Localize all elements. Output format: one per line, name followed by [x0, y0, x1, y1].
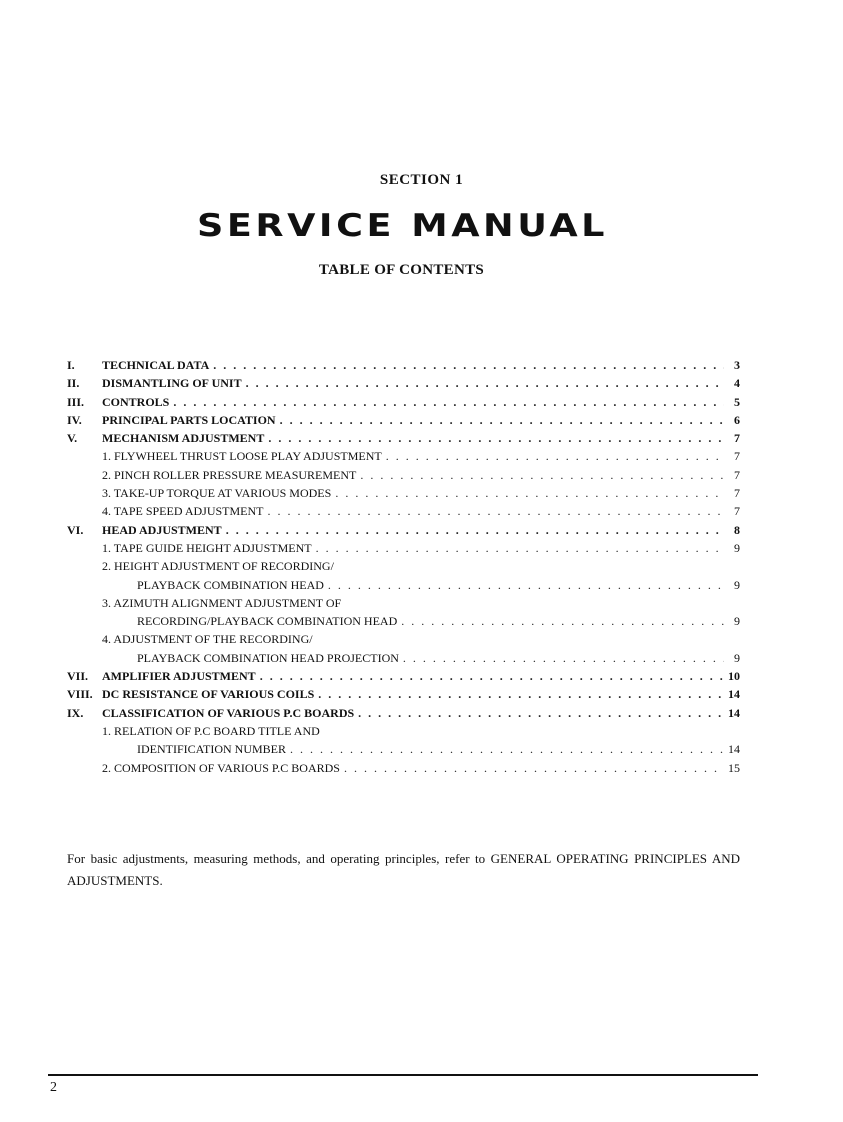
toc-entry	[67, 557, 740, 575]
toc-entry-page: 14	[728, 742, 740, 757]
toc-heading: TABLE OF CONTENTS	[318, 262, 485, 278]
toc-entry	[67, 612, 740, 630]
toc-entry-page: 7	[734, 467, 740, 482]
toc-entry-label: RECORDING/PLAYBACK COMBINATION HEAD	[137, 614, 398, 629]
toc-entry	[67, 594, 740, 612]
toc-entry-label: HEAD ADJUSTMENT	[102, 522, 222, 537]
toc-entry-number: VIII.	[67, 687, 93, 702]
toc-entry-page: 9	[734, 540, 740, 555]
toc-entry	[67, 759, 740, 777]
toc-entry-label: 2. COMPOSITION OF VARIOUS P.C BOARDS	[102, 760, 340, 775]
toc-entry-number: V.	[67, 431, 78, 446]
toc-entry-number: II.	[67, 376, 80, 391]
toc-entry-page: 8	[734, 522, 740, 537]
toc-entry-label: 1. RELATION OF P.C BOARD TITLE AND	[102, 723, 320, 738]
toc-dot-leader	[173, 393, 724, 411]
toc-entry	[67, 521, 740, 539]
toc-dot-leader	[268, 429, 724, 447]
toc-entry-label: CLASSIFICATION OF VARIOUS P.C BOARDS	[102, 705, 355, 720]
toc-entry-page: 9	[734, 577, 740, 592]
toc-entry-label: AMPLIFIER ADJUSTMENT	[102, 669, 256, 684]
toc-entry-label: 4. TAPE SPEED ADJUSTMENT	[102, 504, 264, 519]
toc-entry	[67, 630, 740, 648]
toc-entry-number: IX.	[67, 705, 84, 720]
toc-entry-number: IV.	[67, 412, 82, 427]
toc-dot-leader	[318, 685, 724, 703]
toc-entry-page: 9	[734, 650, 740, 665]
toc-entry-label: DISMANTLING OF UNIT	[102, 376, 242, 391]
toc-entry-label: PRINCIPAL PARTS LOCATION	[102, 412, 276, 427]
toc-entry-label: 1. TAPE GUIDE HEIGHT ADJUSTMENT	[102, 540, 312, 555]
toc-dot-leader	[213, 356, 724, 374]
note-paragraph: For basic adjustments, measuring methods, and operating principles, refer to GENERAL OPERATING PRINCIPLES AND ADJUSTMENTS.	[67, 851, 740, 888]
toc-entry-label: 4. ADJUSTMENT OF THE RECORDING/	[102, 632, 313, 647]
toc-entry-page: 14	[728, 687, 740, 702]
toc-entry-number: I.	[67, 358, 75, 372]
toc-dot-leader	[260, 667, 724, 685]
toc-entry	[67, 539, 740, 557]
toc-entry-number: VII.	[67, 669, 89, 684]
toc-entry-label: IDENTIFICATION NUMBER	[137, 742, 286, 757]
toc-entry-label: 3. TAKE-UP TORQUE AT VARIOUS MODES	[102, 486, 332, 501]
toc-entry-label: DC RESISTANCE OF VARIOUS COILS	[102, 687, 315, 702]
toc-dot-leader	[344, 759, 724, 777]
toc-entry-label: 2. PINCH ROLLER PRESSURE MEASUREMENT	[102, 467, 357, 482]
table-of-contents	[67, 356, 740, 777]
toc-entry-page: 3	[734, 358, 740, 372]
toc-dot-leader	[246, 374, 724, 392]
toc-entry-label: MECHANISM ADJUSTMENT	[102, 431, 265, 446]
toc-entry	[67, 484, 740, 502]
toc-entry-page: 15	[728, 760, 740, 775]
toc-dot-leader	[290, 740, 724, 758]
page-number: 2	[50, 1080, 57, 1095]
toc-entry	[67, 356, 740, 374]
page-title: SERVICE MANUAL	[196, 208, 609, 244]
toc-entry	[67, 704, 740, 722]
toc-entry-number: VI.	[67, 522, 84, 537]
toc-entry	[67, 466, 740, 484]
toc-entry-number: III.	[67, 394, 85, 409]
toc-entry-page: 7	[734, 504, 740, 519]
toc-entry	[67, 667, 740, 685]
toc-dot-leader	[335, 484, 724, 502]
toc-entry-page: 5	[734, 394, 740, 409]
toc-dot-leader	[328, 576, 724, 594]
toc-dot-leader	[358, 704, 724, 722]
toc-entry-label: 1. FLYWHEEL THRUST LOOSE PLAY ADJUSTMENT	[102, 449, 382, 464]
toc-entry	[67, 685, 740, 703]
toc-entry	[67, 374, 740, 392]
toc-entry-page: 14	[728, 705, 740, 720]
section-label: SECTION 1	[379, 172, 464, 188]
toc-entry-page: 7	[734, 449, 740, 464]
toc-entry-page: 10	[728, 669, 740, 684]
toc-entry-label: 3. AZIMUTH ALIGNMENT ADJUSTMENT OF	[102, 595, 342, 610]
footer-divider	[48, 1074, 758, 1076]
toc-entry-page: 9	[734, 614, 740, 629]
toc-dot-leader	[280, 411, 724, 429]
toc-dot-leader	[403, 649, 724, 667]
toc-entry	[67, 447, 740, 465]
toc-entry-page: 7	[734, 486, 740, 501]
toc-entry-page: 7	[734, 431, 740, 446]
toc-entry-label: TECHNICAL DATA	[102, 358, 210, 372]
toc-entry	[67, 576, 740, 594]
toc-entry-page: 4	[734, 376, 740, 391]
toc-dot-leader	[226, 521, 724, 539]
toc-entry	[67, 722, 740, 740]
toc-entry	[67, 740, 740, 758]
toc-dot-leader	[316, 539, 724, 557]
toc-dot-leader	[386, 447, 724, 465]
toc-dot-leader	[268, 502, 724, 520]
toc-dot-leader	[401, 612, 724, 630]
toc-entry	[67, 649, 740, 667]
toc-entry-label: PLAYBACK COMBINATION HEAD PROJECTION	[137, 650, 399, 665]
toc-entry-label: CONTROLS	[102, 394, 170, 409]
toc-entry-page: 6	[734, 412, 740, 427]
toc-entry-label: PLAYBACK COMBINATION HEAD	[137, 577, 324, 592]
toc-entry	[67, 429, 740, 447]
toc-entry	[67, 411, 740, 429]
toc-entry-label: 2. HEIGHT ADJUSTMENT OF RECORDING/	[102, 559, 334, 574]
toc-entry	[67, 502, 740, 520]
toc-entry	[67, 393, 740, 411]
toc-dot-leader	[360, 466, 724, 484]
